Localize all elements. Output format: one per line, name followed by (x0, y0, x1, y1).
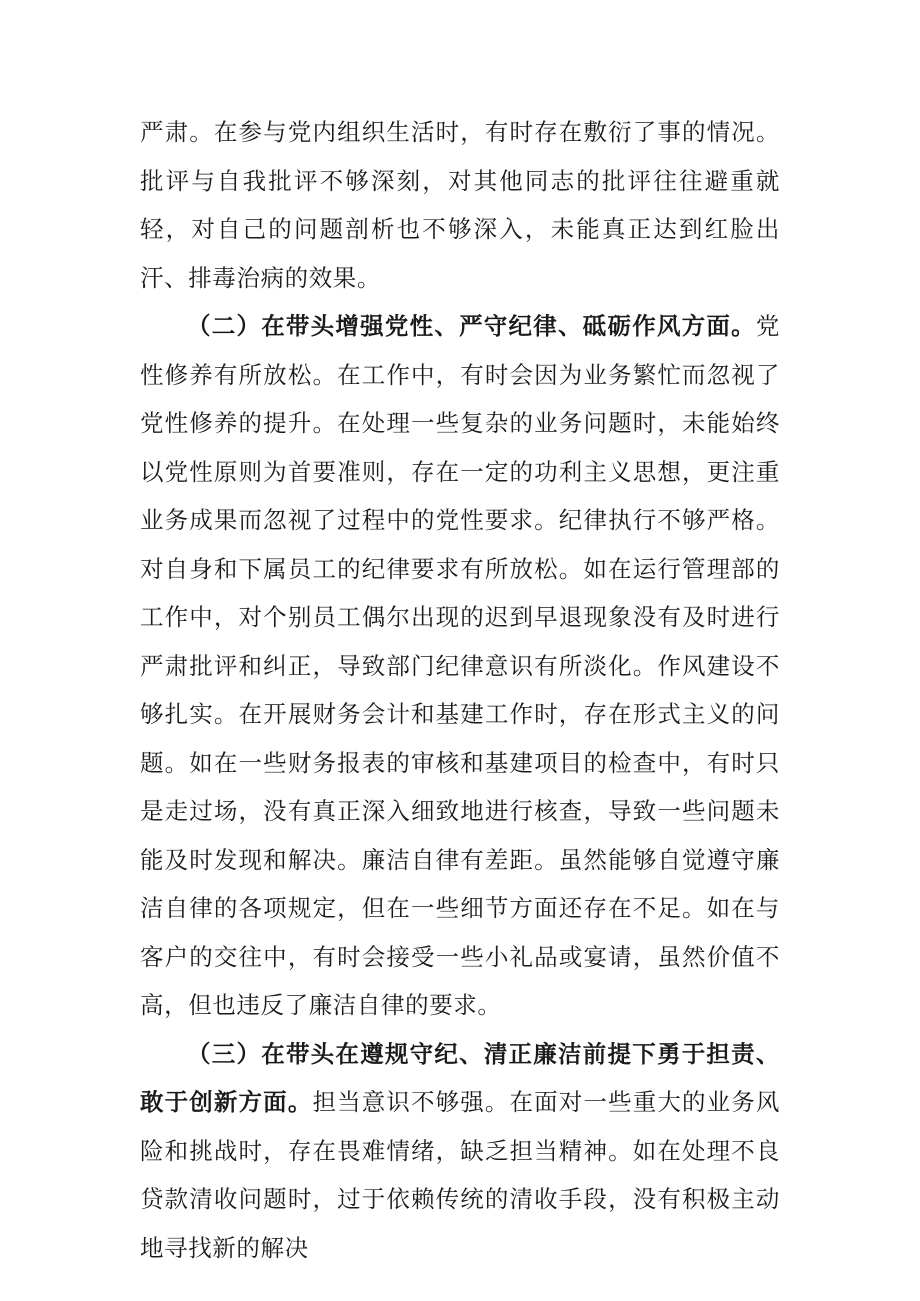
section-heading-three: （三）在带头在遵规守纪、清正廉洁前提下勇于担责、敢于创新方面。 (140, 1039, 780, 1116)
paragraph-text: 严肃。在参与党内组织生活时，有时存在敷衍了事的情况。批评与自我批评不够深刻，对其他同志的批评往往避重就轻，对自己的问题剖析也不够深入，未能真正达到红脸出汗、排毒治病的效果。 (140, 118, 780, 292)
paragraph-section-two (140, 302, 780, 1030)
paragraph-text: 党性修养有所放松。在工作中，有时会因为业务繁忙而忽视了党性修养的提升。在处理一些复杂的业务问题时，未能始终以党性原则为首要准则，存在一定的功利主义思想，更注重业务成果而忽视了过程中的党性要求。纪律执行不够严格。对自身和下属员工的纪律要求有所放松。如在运行管理部的工作中，对个别员工偶尔出现的迟到早退现象没有及时进行严肃批评和纠正，导致部门纪律意识有所淡化。作风建设不够扎实。在开展财务会计和基建工作时，存在形式主义的问题。如在一些财务报表的审核和基建项目的检查中，有时只是走过场，没有真正深入细致地进行核查，导致一些问题未能及时发现和解决。廉洁自律有差距。虽然能够自觉遵守廉洁自律的各项规定，但在一些细节方面还存在不足。如在与客户的交往中，有时会接受一些小礼品或宴请，虽然价值不高，但也违反了廉洁自律的要求。 (140, 312, 780, 1019)
document-body (140, 108, 780, 1272)
paragraph-text: 担当意识不够强。在面对一些重大的业务风险和挑战时，存在畏难情绪，缺乏担当精神。如在处理不良贷款清收问题时，过于依赖传统的清收手段，没有积极主动地寻找新的解决 (140, 1088, 780, 1262)
paragraph-section-three (140, 1030, 780, 1273)
section-heading-two: （二）在带头增强党性、严守纪律、砥砺作风方面。 (187, 312, 756, 340)
paragraph-continuation (140, 108, 780, 302)
